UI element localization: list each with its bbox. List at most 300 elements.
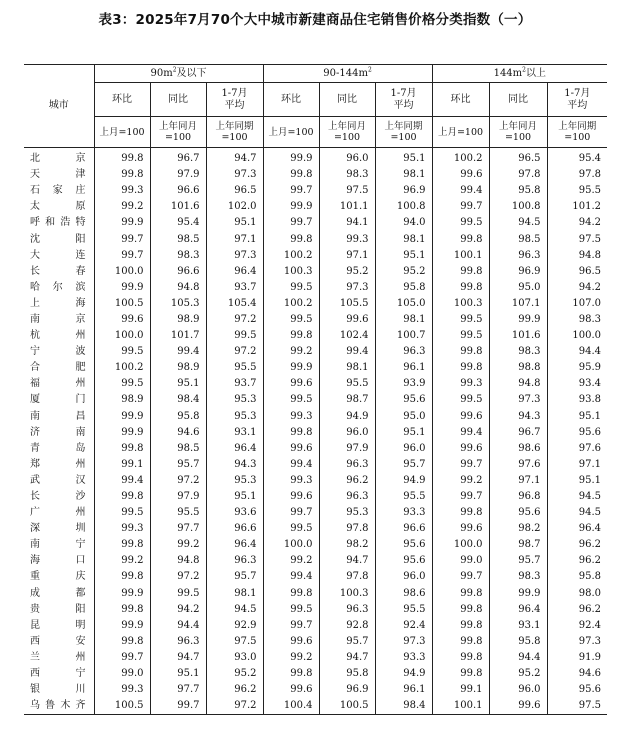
index-value: 99.9 [94, 586, 150, 602]
table-row [24, 392, 607, 408]
index-value: 95.2 [375, 264, 432, 280]
index-value: 99.3 [432, 376, 489, 392]
index-value: 100.5 [94, 698, 150, 715]
index-value: 94.7 [319, 553, 375, 569]
index-value: 99.4 [263, 569, 319, 585]
table-row [24, 682, 607, 698]
city-name: 杭州 [24, 328, 94, 344]
table-row [24, 618, 607, 634]
index-value: 99.7 [432, 489, 489, 505]
index-value: 96.6 [375, 521, 432, 537]
index-value: 95.1 [375, 148, 432, 168]
index-value: 95.3 [206, 473, 263, 489]
index-value: 100.4 [263, 698, 319, 715]
table-row [24, 521, 607, 537]
index-value: 99.8 [94, 602, 150, 618]
index-value: 96.1 [375, 682, 432, 698]
index-value: 99.8 [432, 344, 489, 360]
index-value: 99.8 [263, 666, 319, 682]
index-value: 99.3 [319, 231, 375, 247]
index-value: 96.2 [206, 682, 263, 698]
subheader-ytd-avg: 1-7月 平均 [206, 83, 263, 117]
index-value: 91.9 [547, 650, 607, 666]
index-value: 94.8 [489, 376, 547, 392]
index-value: 99.2 [150, 537, 206, 553]
index-value: 94.1 [319, 215, 375, 231]
index-value: 96.3 [319, 489, 375, 505]
index-value: 96.4 [206, 537, 263, 553]
index-value: 99.7 [94, 650, 150, 666]
index-value: 97.8 [489, 167, 547, 183]
index-value: 100.8 [375, 199, 432, 215]
index-value: 95.6 [489, 505, 547, 521]
index-value: 95.9 [547, 360, 607, 376]
table-row [24, 248, 607, 264]
index-value: 99.2 [263, 344, 319, 360]
price-index-table [24, 64, 607, 715]
index-value: 99.6 [432, 441, 489, 457]
index-value: 100.2 [432, 148, 489, 168]
index-value: 95.3 [319, 505, 375, 521]
index-value: 94.8 [150, 280, 206, 296]
index-value: 99.8 [432, 505, 489, 521]
index-value: 99.0 [94, 666, 150, 682]
city-name: 广州 [24, 505, 94, 521]
index-value: 99.2 [263, 650, 319, 666]
index-value: 99.9 [94, 215, 150, 231]
index-value: 95.5 [319, 376, 375, 392]
index-value: 99.7 [94, 231, 150, 247]
table-row [24, 634, 607, 650]
index-value: 97.3 [319, 280, 375, 296]
table-row [24, 376, 607, 392]
index-value: 99.8 [94, 489, 150, 505]
index-value: 96.3 [319, 602, 375, 618]
index-value: 96.4 [206, 441, 263, 457]
index-value: 96.4 [489, 602, 547, 618]
index-value: 99.9 [489, 586, 547, 602]
index-value: 107.0 [547, 296, 607, 312]
index-value: 94.7 [206, 148, 263, 168]
index-value: 98.9 [94, 392, 150, 408]
index-value: 95.8 [375, 280, 432, 296]
index-value: 95.1 [547, 409, 607, 425]
index-value: 100.3 [319, 586, 375, 602]
index-value: 99.8 [263, 586, 319, 602]
index-value: 96.4 [206, 264, 263, 280]
index-value: 99.8 [432, 264, 489, 280]
city-name: 海口 [24, 553, 94, 569]
index-value: 98.1 [319, 360, 375, 376]
index-value: 94.2 [150, 602, 206, 618]
index-value: 98.2 [489, 521, 547, 537]
index-value: 99.8 [432, 650, 489, 666]
index-value: 99.6 [319, 312, 375, 328]
index-value: 93.6 [206, 505, 263, 521]
index-value: 99.4 [94, 473, 150, 489]
index-value: 96.3 [375, 344, 432, 360]
index-value: 99.8 [94, 148, 150, 168]
index-value: 96.9 [489, 264, 547, 280]
city-name: 石家庄 [24, 183, 94, 199]
table-row [24, 199, 607, 215]
index-value: 100.7 [375, 328, 432, 344]
index-value: 99.8 [432, 602, 489, 618]
index-value: 97.2 [150, 473, 206, 489]
index-value: 93.7 [206, 376, 263, 392]
index-value: 97.1 [319, 248, 375, 264]
index-value: 95.8 [319, 666, 375, 682]
index-value: 97.8 [547, 167, 607, 183]
index-value: 98.3 [489, 569, 547, 585]
index-value: 99.8 [94, 569, 150, 585]
index-value: 96.7 [489, 425, 547, 441]
index-value: 100.0 [432, 537, 489, 553]
index-value: 99.6 [94, 312, 150, 328]
index-value: 95.0 [375, 409, 432, 425]
index-value: 99.6 [263, 634, 319, 650]
index-value: 98.7 [319, 392, 375, 408]
index-value: 96.4 [547, 521, 607, 537]
subheader-yoy: 同比 [489, 83, 547, 117]
index-value: 95.5 [375, 489, 432, 505]
index-value: 97.9 [319, 441, 375, 457]
index-value: 95.1 [206, 489, 263, 505]
index-value: 99.5 [94, 376, 150, 392]
subheader-yoy: 同比 [319, 83, 375, 117]
index-value: 96.6 [150, 264, 206, 280]
city-name: 上海 [24, 296, 94, 312]
index-value: 99.7 [432, 199, 489, 215]
index-value: 99.5 [432, 312, 489, 328]
city-name: 长沙 [24, 489, 94, 505]
index-value: 98.1 [375, 231, 432, 247]
table-body [24, 148, 607, 715]
city-name: 北京 [24, 148, 94, 168]
index-value: 100.1 [432, 698, 489, 715]
table-row [24, 666, 607, 682]
index-value: 101.2 [547, 199, 607, 215]
index-value: 98.3 [319, 167, 375, 183]
index-value: 99.3 [94, 183, 150, 199]
index-value: 98.2 [319, 537, 375, 553]
index-value: 97.7 [150, 682, 206, 698]
index-value: 97.2 [206, 312, 263, 328]
index-value: 96.6 [206, 521, 263, 537]
index-value: 96.0 [319, 148, 375, 168]
index-value: 97.2 [206, 344, 263, 360]
city-name: 深圳 [24, 521, 94, 537]
index-value: 99.5 [432, 328, 489, 344]
index-value: 99.2 [263, 553, 319, 569]
city-name: 合肥 [24, 360, 94, 376]
city-name: 大连 [24, 248, 94, 264]
city-name: 贵阳 [24, 602, 94, 618]
index-value: 97.3 [375, 634, 432, 650]
index-value: 96.3 [319, 457, 375, 473]
index-value: 97.1 [489, 473, 547, 489]
index-value: 94.9 [375, 666, 432, 682]
index-value: 96.2 [319, 473, 375, 489]
base-header-mom: 上月=100 [94, 117, 150, 148]
index-value: 94.6 [547, 666, 607, 682]
table-row [24, 489, 607, 505]
index-value: 100.1 [432, 248, 489, 264]
city-name: 福州 [24, 376, 94, 392]
index-value: 94.5 [489, 215, 547, 231]
index-value: 97.3 [489, 392, 547, 408]
index-value: 99.8 [432, 586, 489, 602]
city-name: 南京 [24, 312, 94, 328]
table-row [24, 280, 607, 296]
index-value: 99.4 [319, 344, 375, 360]
index-value: 96.3 [489, 248, 547, 264]
index-value: 100.0 [263, 537, 319, 553]
index-value: 98.9 [150, 312, 206, 328]
index-value: 97.6 [489, 457, 547, 473]
table-row [24, 505, 607, 521]
index-value: 97.1 [547, 457, 607, 473]
index-value: 99.9 [263, 199, 319, 215]
index-value: 100.5 [94, 296, 150, 312]
city-name: 西安 [24, 634, 94, 650]
index-value: 99.3 [263, 473, 319, 489]
index-value: 100.0 [547, 328, 607, 344]
index-value: 92.4 [375, 618, 432, 634]
index-value: 99.8 [263, 328, 319, 344]
index-value: 95.1 [206, 215, 263, 231]
index-value: 94.4 [489, 650, 547, 666]
index-value: 94.2 [547, 215, 607, 231]
index-value: 96.7 [150, 148, 206, 168]
index-value: 95.7 [206, 569, 263, 585]
index-value: 98.0 [547, 586, 607, 602]
index-value: 98.5 [150, 231, 206, 247]
city-name: 济南 [24, 425, 94, 441]
index-value: 92.8 [319, 618, 375, 634]
index-value: 95.7 [150, 457, 206, 473]
index-value: 99.8 [94, 167, 150, 183]
city-name: 重庆 [24, 569, 94, 585]
index-value: 97.3 [206, 248, 263, 264]
index-value: 100.2 [263, 296, 319, 312]
index-value: 96.9 [319, 682, 375, 698]
city-name: 青岛 [24, 441, 94, 457]
city-name: 乌鲁木齐 [24, 698, 94, 715]
index-value: 98.5 [150, 441, 206, 457]
index-value: 94.3 [206, 457, 263, 473]
index-value: 95.2 [489, 666, 547, 682]
index-value: 99.2 [94, 199, 150, 215]
index-value: 94.4 [547, 344, 607, 360]
index-value: 99.9 [94, 409, 150, 425]
index-value: 95.5 [547, 183, 607, 199]
city-column-header: 城市 [24, 65, 94, 148]
index-value: 94.2 [547, 280, 607, 296]
index-value: 95.5 [375, 602, 432, 618]
table-row [24, 360, 607, 376]
index-value: 92.9 [206, 618, 263, 634]
index-value: 97.9 [150, 489, 206, 505]
index-value: 99.7 [94, 248, 150, 264]
table-row [24, 231, 607, 247]
index-value: 94.7 [150, 650, 206, 666]
index-value: 95.1 [150, 666, 206, 682]
index-value: 99.4 [150, 344, 206, 360]
index-value: 99.8 [263, 425, 319, 441]
index-value: 99.9 [94, 280, 150, 296]
index-value: 99.7 [263, 618, 319, 634]
index-value: 96.0 [489, 682, 547, 698]
index-value: 95.6 [547, 425, 607, 441]
city-name: 哈尔滨 [24, 280, 94, 296]
index-value: 95.6 [375, 553, 432, 569]
index-value: 93.3 [375, 650, 432, 666]
index-value: 98.3 [489, 344, 547, 360]
index-value: 99.8 [432, 634, 489, 650]
table-row [24, 328, 607, 344]
table-row [24, 650, 607, 666]
index-value: 96.2 [547, 537, 607, 553]
index-value: 97.2 [206, 698, 263, 715]
index-value: 98.6 [489, 441, 547, 457]
index-value: 99.8 [432, 360, 489, 376]
subheader-mom: 环比 [263, 83, 319, 117]
index-value: 99.7 [432, 569, 489, 585]
index-value: 95.1 [375, 248, 432, 264]
index-value: 107.1 [489, 296, 547, 312]
city-name: 沈阳 [24, 231, 94, 247]
index-value: 93.4 [547, 376, 607, 392]
index-value: 99.6 [489, 698, 547, 715]
index-value: 100.3 [263, 264, 319, 280]
index-value: 96.5 [489, 148, 547, 168]
index-value: 93.7 [206, 280, 263, 296]
city-name: 兰州 [24, 650, 94, 666]
index-value: 99.5 [206, 328, 263, 344]
index-value: 98.7 [489, 537, 547, 553]
index-value: 99.9 [94, 618, 150, 634]
index-value: 99.5 [94, 505, 150, 521]
index-value: 98.9 [150, 360, 206, 376]
index-value: 100.8 [489, 199, 547, 215]
index-value: 102.0 [206, 199, 263, 215]
index-value: 100.0 [94, 328, 150, 344]
index-value: 94.7 [319, 650, 375, 666]
index-value: 99.8 [432, 666, 489, 682]
index-value: 99.8 [263, 167, 319, 183]
index-value: 99.8 [94, 634, 150, 650]
index-value: 99.6 [263, 441, 319, 457]
index-value: 94.5 [206, 602, 263, 618]
index-value: 96.2 [547, 602, 607, 618]
index-value: 100.5 [319, 698, 375, 715]
city-name: 南宁 [24, 537, 94, 553]
index-value: 96.2 [547, 553, 607, 569]
index-value: 97.5 [547, 231, 607, 247]
city-name: 太原 [24, 199, 94, 215]
index-value: 99.2 [432, 473, 489, 489]
city-name: 武汉 [24, 473, 94, 489]
index-value: 96.0 [375, 441, 432, 457]
table-header [24, 65, 607, 148]
table-row [24, 183, 607, 199]
index-value: 98.3 [547, 312, 607, 328]
table-row [24, 425, 607, 441]
index-value: 99.6 [432, 167, 489, 183]
subheader-yoy: 同比 [150, 83, 206, 117]
index-value: 97.5 [206, 634, 263, 650]
index-value: 95.2 [206, 666, 263, 682]
base-header-mom: 上月=100 [263, 117, 319, 148]
index-value: 96.5 [206, 183, 263, 199]
base-header-ytd-avg: 上年同期 =100 [547, 117, 607, 148]
index-value: 96.0 [375, 569, 432, 585]
index-value: 99.1 [432, 682, 489, 698]
city-name: 西宁 [24, 666, 94, 682]
index-value: 99.9 [489, 312, 547, 328]
index-value: 99.6 [263, 376, 319, 392]
index-value: 96.6 [150, 183, 206, 199]
city-name: 成都 [24, 586, 94, 602]
index-value: 99.5 [432, 392, 489, 408]
index-value: 99.3 [94, 682, 150, 698]
city-name: 郑州 [24, 457, 94, 473]
table-title: 表3：2025年7月70个大中城市新建商品住宅销售价格分类指数（一） [98, 12, 532, 28]
index-value: 99.6 [432, 409, 489, 425]
index-value: 99.8 [94, 441, 150, 457]
index-value: 95.1 [375, 425, 432, 441]
index-value: 98.5 [489, 231, 547, 247]
index-value: 96.0 [319, 425, 375, 441]
table-row [24, 148, 607, 168]
index-value: 99.4 [432, 183, 489, 199]
index-value: 95.3 [206, 392, 263, 408]
index-value: 101.6 [489, 328, 547, 344]
index-value: 96.9 [375, 183, 432, 199]
city-name: 宁波 [24, 344, 94, 360]
index-value: 97.5 [319, 183, 375, 199]
index-value: 94.9 [319, 409, 375, 425]
table-row [24, 457, 607, 473]
index-value: 105.0 [375, 296, 432, 312]
index-value: 99.5 [263, 312, 319, 328]
index-value: 96.1 [375, 360, 432, 376]
index-value: 99.7 [263, 215, 319, 231]
index-value: 98.4 [375, 698, 432, 715]
table-row [24, 602, 607, 618]
index-value: 99.9 [263, 360, 319, 376]
city-name: 厦门 [24, 392, 94, 408]
city-name: 昆明 [24, 618, 94, 634]
index-value: 95.7 [375, 457, 432, 473]
index-value: 96.8 [489, 489, 547, 505]
base-header-yoy: 上年同月 =100 [319, 117, 375, 148]
subheader-ytd-avg: 1-7月 平均 [547, 83, 607, 117]
table-row [24, 441, 607, 457]
city-name: 银川 [24, 682, 94, 698]
index-value: 97.1 [206, 231, 263, 247]
index-value: 99.5 [263, 280, 319, 296]
base-header-ytd-avg: 上年同期 =100 [206, 117, 263, 148]
index-value: 101.1 [319, 199, 375, 215]
index-value: 99.5 [263, 521, 319, 537]
index-value: 99.5 [263, 392, 319, 408]
index-value: 93.9 [375, 376, 432, 392]
index-value: 95.2 [319, 264, 375, 280]
index-value: 95.8 [489, 634, 547, 650]
index-value: 94.5 [547, 489, 607, 505]
